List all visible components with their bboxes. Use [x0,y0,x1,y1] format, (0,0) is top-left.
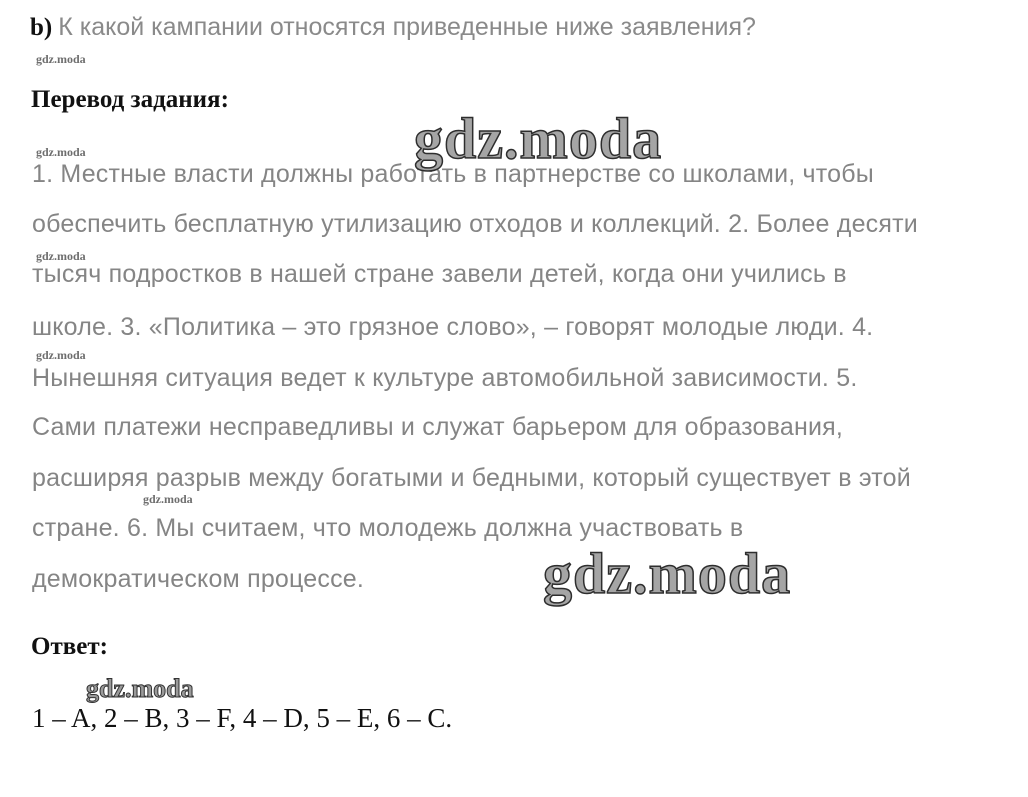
translation-line: демократическом процессе. [32,565,365,593]
watermark-small: gdz.moda [143,492,193,506]
question-text: К какой кампании относятся приведенные ниже заявления? [58,13,756,41]
watermark-small: gdz.moda [36,52,86,66]
watermark-large: gdz.moda [543,541,792,606]
watermark-small: gdz.moda [36,348,86,362]
translation-line: обеспечить бесплатную утилизацию отходов и коллекций. 2. Более десяти [32,210,918,238]
answer-heading: Ответ: [31,633,108,660]
translation-heading: Перевод задания: [31,86,229,113]
watermark-small: gdz.moda [36,249,86,263]
question-letter: b) [30,14,53,41]
translation-line: тысяч подростков в нашей стране завели детей, когда они учились в [32,260,847,288]
translation-line: стране. 6. Мы считаем, что молодежь должна участвовать в [32,514,744,542]
watermark-small: gdz.moda [36,145,86,159]
translation-line: 1. Местные власти должны работать в партнерстве со школами, чтобы [32,160,874,188]
question [30,13,756,42]
watermark-large: gdz.moda [414,106,663,171]
translation-line: расширяя разрыв между богатыми и бедными, который существует в этой [32,464,911,492]
translation-line: Нынешняя ситуация ведет к культуре автомобильной зависимости. 5. [32,364,858,392]
watermark-medium: gdz.moda [86,674,194,703]
translation-line: школе. 3. «Политика – это грязное слово», – говорят молодые люди. 4. [32,313,874,341]
answer-text: 1 – A, 2 – B, 3 – F, 4 – D, 5 – E, 6 – C. [32,703,453,733]
translation-line: Сами платежи несправедливы и служат барьером для образования, [32,413,844,441]
